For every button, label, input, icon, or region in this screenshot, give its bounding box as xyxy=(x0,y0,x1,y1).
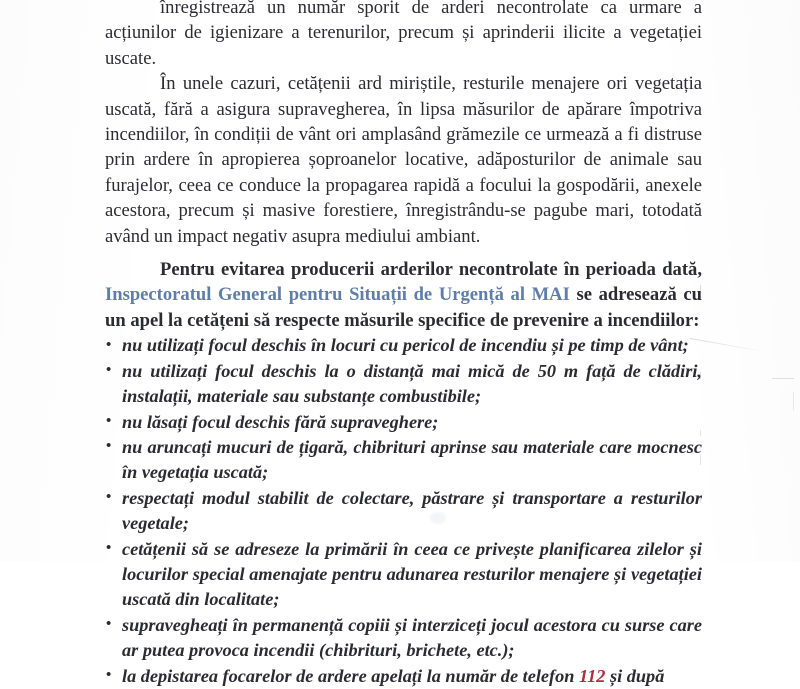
call-to-action-tail: se adresează cu un apel la cetățeni să respecte măsurile specifice de prevenire a incendiilor: xyxy=(105,284,703,331)
list-item: • respectați modul stabilit de colectare, păstrare și transportare a resturilor vegetale; xyxy=(105,486,702,537)
paragraph-cases: În unele cazuri, cetățenii ard miriștile, resturile menajere ori vegetația uscată, fără a asigura supravegherea, în lipsa măsurilor de apărare împotriva incendiilor, în condiții de vânt ori amplasând grămezile ce urmează a fi distruse prin ardere în apropierea șoproanelor locative, adăposturilor de animale sau furajelor, ceea ce conduce la propagarea rapidă a focului la gospodării, anexele acestora, precum și masive forestiere, înregistrându-se pagube mari, totodată având un impact negativ asupra mediului ambiant. xyxy=(105,73,702,247)
list-item: • nu lăsați focul deschis fără supraveghere; xyxy=(105,410,702,435)
list-item: • supravegheați în permanență copiii și interziceți jocul acestora cu surse care ar putea provoca incendii (chibrituri, brichete, etc.); xyxy=(105,613,702,664)
list-item: • cetățenii să se adreseze la primării în ceea ce privește planificarea zilelor și locurilor special amenajate pentru adunarea resturilor menajere și vegetației uscată din localitate; xyxy=(105,537,702,613)
list-item-text-before-number: la depistarea focarelor de ardere apelați la număr de telefon xyxy=(122,665,579,686)
paragraph-continuation: înregistrează un număr sporit de arderi necontrolate ca urmare a acțiunilor de igienizare a terenurilor, precum și aprinderii ilicite a vegetației uscate. xyxy=(105,0,702,69)
document-text-body xyxy=(105,0,702,689)
prevention-measures-list xyxy=(105,333,702,689)
scan-artifact xyxy=(793,392,794,410)
list-item: • nu utilizați focul deschis în locuri cu pericol de incendiu și pe timp de vânt; xyxy=(105,333,702,358)
list-item: • nu utilizați focul deschis la o distanță mai mică de 50 m față de clădiri, instalații, materiale sau substanțe combustibile; xyxy=(105,359,702,410)
list-item: • nu aruncați mucuri de țigară, chibrituri aprinse sau materiale care mocnesc în vegetația uscată; xyxy=(105,435,702,486)
scan-artifact xyxy=(772,378,794,379)
call-to-action-lead: Pentru evitarea producerii arderilor necontrolate în perioada dată, xyxy=(160,259,702,281)
list-item-text-after-number: și după xyxy=(605,665,665,686)
emergency-phone-number: 112 xyxy=(578,665,606,686)
list-item-emergency xyxy=(105,664,702,689)
call-to-action xyxy=(105,257,702,333)
spacer xyxy=(105,249,702,257)
organization-name: Inspectoratul General pentru Situații de Urgență al MAI xyxy=(105,284,570,306)
